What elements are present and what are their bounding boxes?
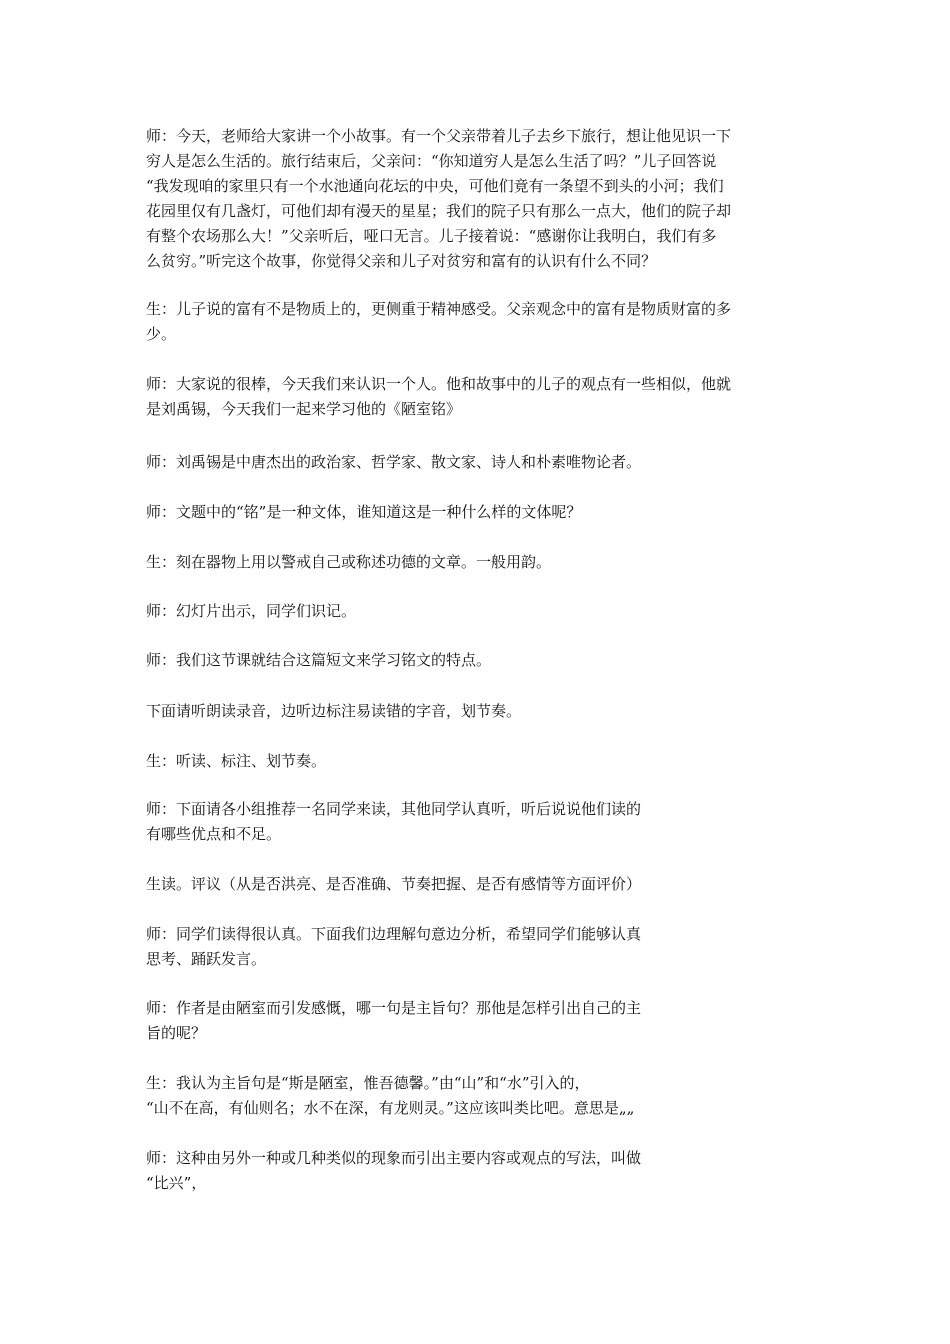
paragraph-evaluation: [146, 872, 641, 897]
text-line: “我发现咱的家里只有一个水池通向花坛的中央，可他们竟有一条望不到头的小河；我们: [146, 177, 724, 195]
text-line: 师：作者是由陋室而引发感慨，哪一句是主旨句？那他是怎样引出自己的主: [146, 999, 642, 1017]
text-line: 师：大家说的很棒，今天我们来认识一个人。他和故事中的儿子的观点有一些相似，他就: [146, 375, 732, 393]
text-line: 师：刘禹锡是中唐杰出的政治家、哲学家、散文家、诗人和朴素唯物论者。: [146, 453, 642, 471]
text-line: 生：听读、标注、划节奏。: [146, 752, 327, 770]
text-line: 少。: [146, 325, 177, 343]
text-line: 师：文题中的“铭”是一种文体，谁知道这是一种什么样的文体呢？: [146, 503, 582, 521]
text-line: 是刘禹锡，今天我们一起来学习他的《陋室铭》: [146, 400, 462, 418]
text-line: “山不在高，有仙则名；水不在深，有龙则灵。”这应该叫类比吧。意思是„„: [146, 1099, 635, 1117]
text-line: 师：今天，老师给大家讲一个小故事。有一个父亲带着儿子去乡下旅行，想让他见识一下: [146, 127, 732, 145]
text-line: 有整个农场那么大！”父亲听后，哑口无言。儿子接着说：“感谢你让我明白，我们有多: [146, 227, 717, 245]
paragraph-slides: [146, 599, 356, 624]
paragraph-listen-instruction: [146, 699, 521, 724]
text-line: 生：刻在器物上用以警戒自己或称述功德的文章。一般用韵。: [146, 553, 552, 571]
paragraph-student-activity: [146, 749, 326, 774]
text-line: 有哪些优点和不足。: [146, 825, 282, 843]
text-line: 花园里仅有几盏灯，可他们却有漫天的星星；我们的院子只有那么一点大，他们的院子却: [146, 202, 732, 220]
paragraph-genre-question: [146, 500, 581, 525]
text-line: 生：儿子说的富有不是物质上的，更侧重于精神感受。父亲观念中的富有是物质财富的多: [146, 300, 732, 318]
text-line: 旨的呢？: [146, 1024, 207, 1042]
paragraph-author: [146, 450, 641, 475]
text-line: 下面请听朗读录音，边听边标注易读错的字音，划节奏。: [146, 702, 522, 720]
paragraph-lesson-goal: [146, 648, 491, 673]
text-line: 穷人是怎么生活的。旅行结束后，父亲问：“你知道穷人是怎么生活了吗？”儿子回答说: [146, 152, 717, 170]
text-line: 师：下面请各小组推荐一名同学来读，其他同学认真听，听后说说他们读的: [146, 800, 642, 818]
text-line: “比兴”，: [146, 1174, 207, 1192]
text-line: 师：这种由另外一种或几种类似的现象而引出主要内容或观点的写法，叫做: [146, 1149, 642, 1167]
text-line: 么贫穷。”听完这个故事，你觉得父亲和儿子对贫穷和富有的认识有什么不同？: [146, 252, 657, 270]
paragraph-theme-answer: [146, 1071, 634, 1121]
paragraph-introduction: [146, 372, 731, 422]
paragraph-group-reading: [146, 797, 641, 847]
text-line: 思考、踊跃发言。: [146, 950, 267, 968]
text-line: 师：我们这节课就结合这篇短文来学习铭文的特点。: [146, 651, 492, 669]
paragraph-bixing: [146, 1146, 641, 1196]
text-line: 师：同学们读得很认真。下面我们边理解句意边分析，希望同学们能够认真: [146, 925, 642, 943]
paragraph-genre-answer: [146, 550, 551, 575]
paragraph-story: [146, 124, 731, 274]
paragraph-student-answer: [146, 297, 731, 347]
paragraph-analysis-intro: [146, 922, 641, 972]
text-line: 生读。评议（从是否洪亮、是否准确、节奏把握、是否有感情等方面评价）: [146, 875, 642, 893]
text-line: 师：幻灯片出示，同学们识记。: [146, 602, 357, 620]
paragraph-theme-question: [146, 996, 641, 1046]
text-line: 生：我认为主旨句是“斯是陋室，惟吾德馨。”由“山”和“水”引入的，: [146, 1074, 590, 1092]
